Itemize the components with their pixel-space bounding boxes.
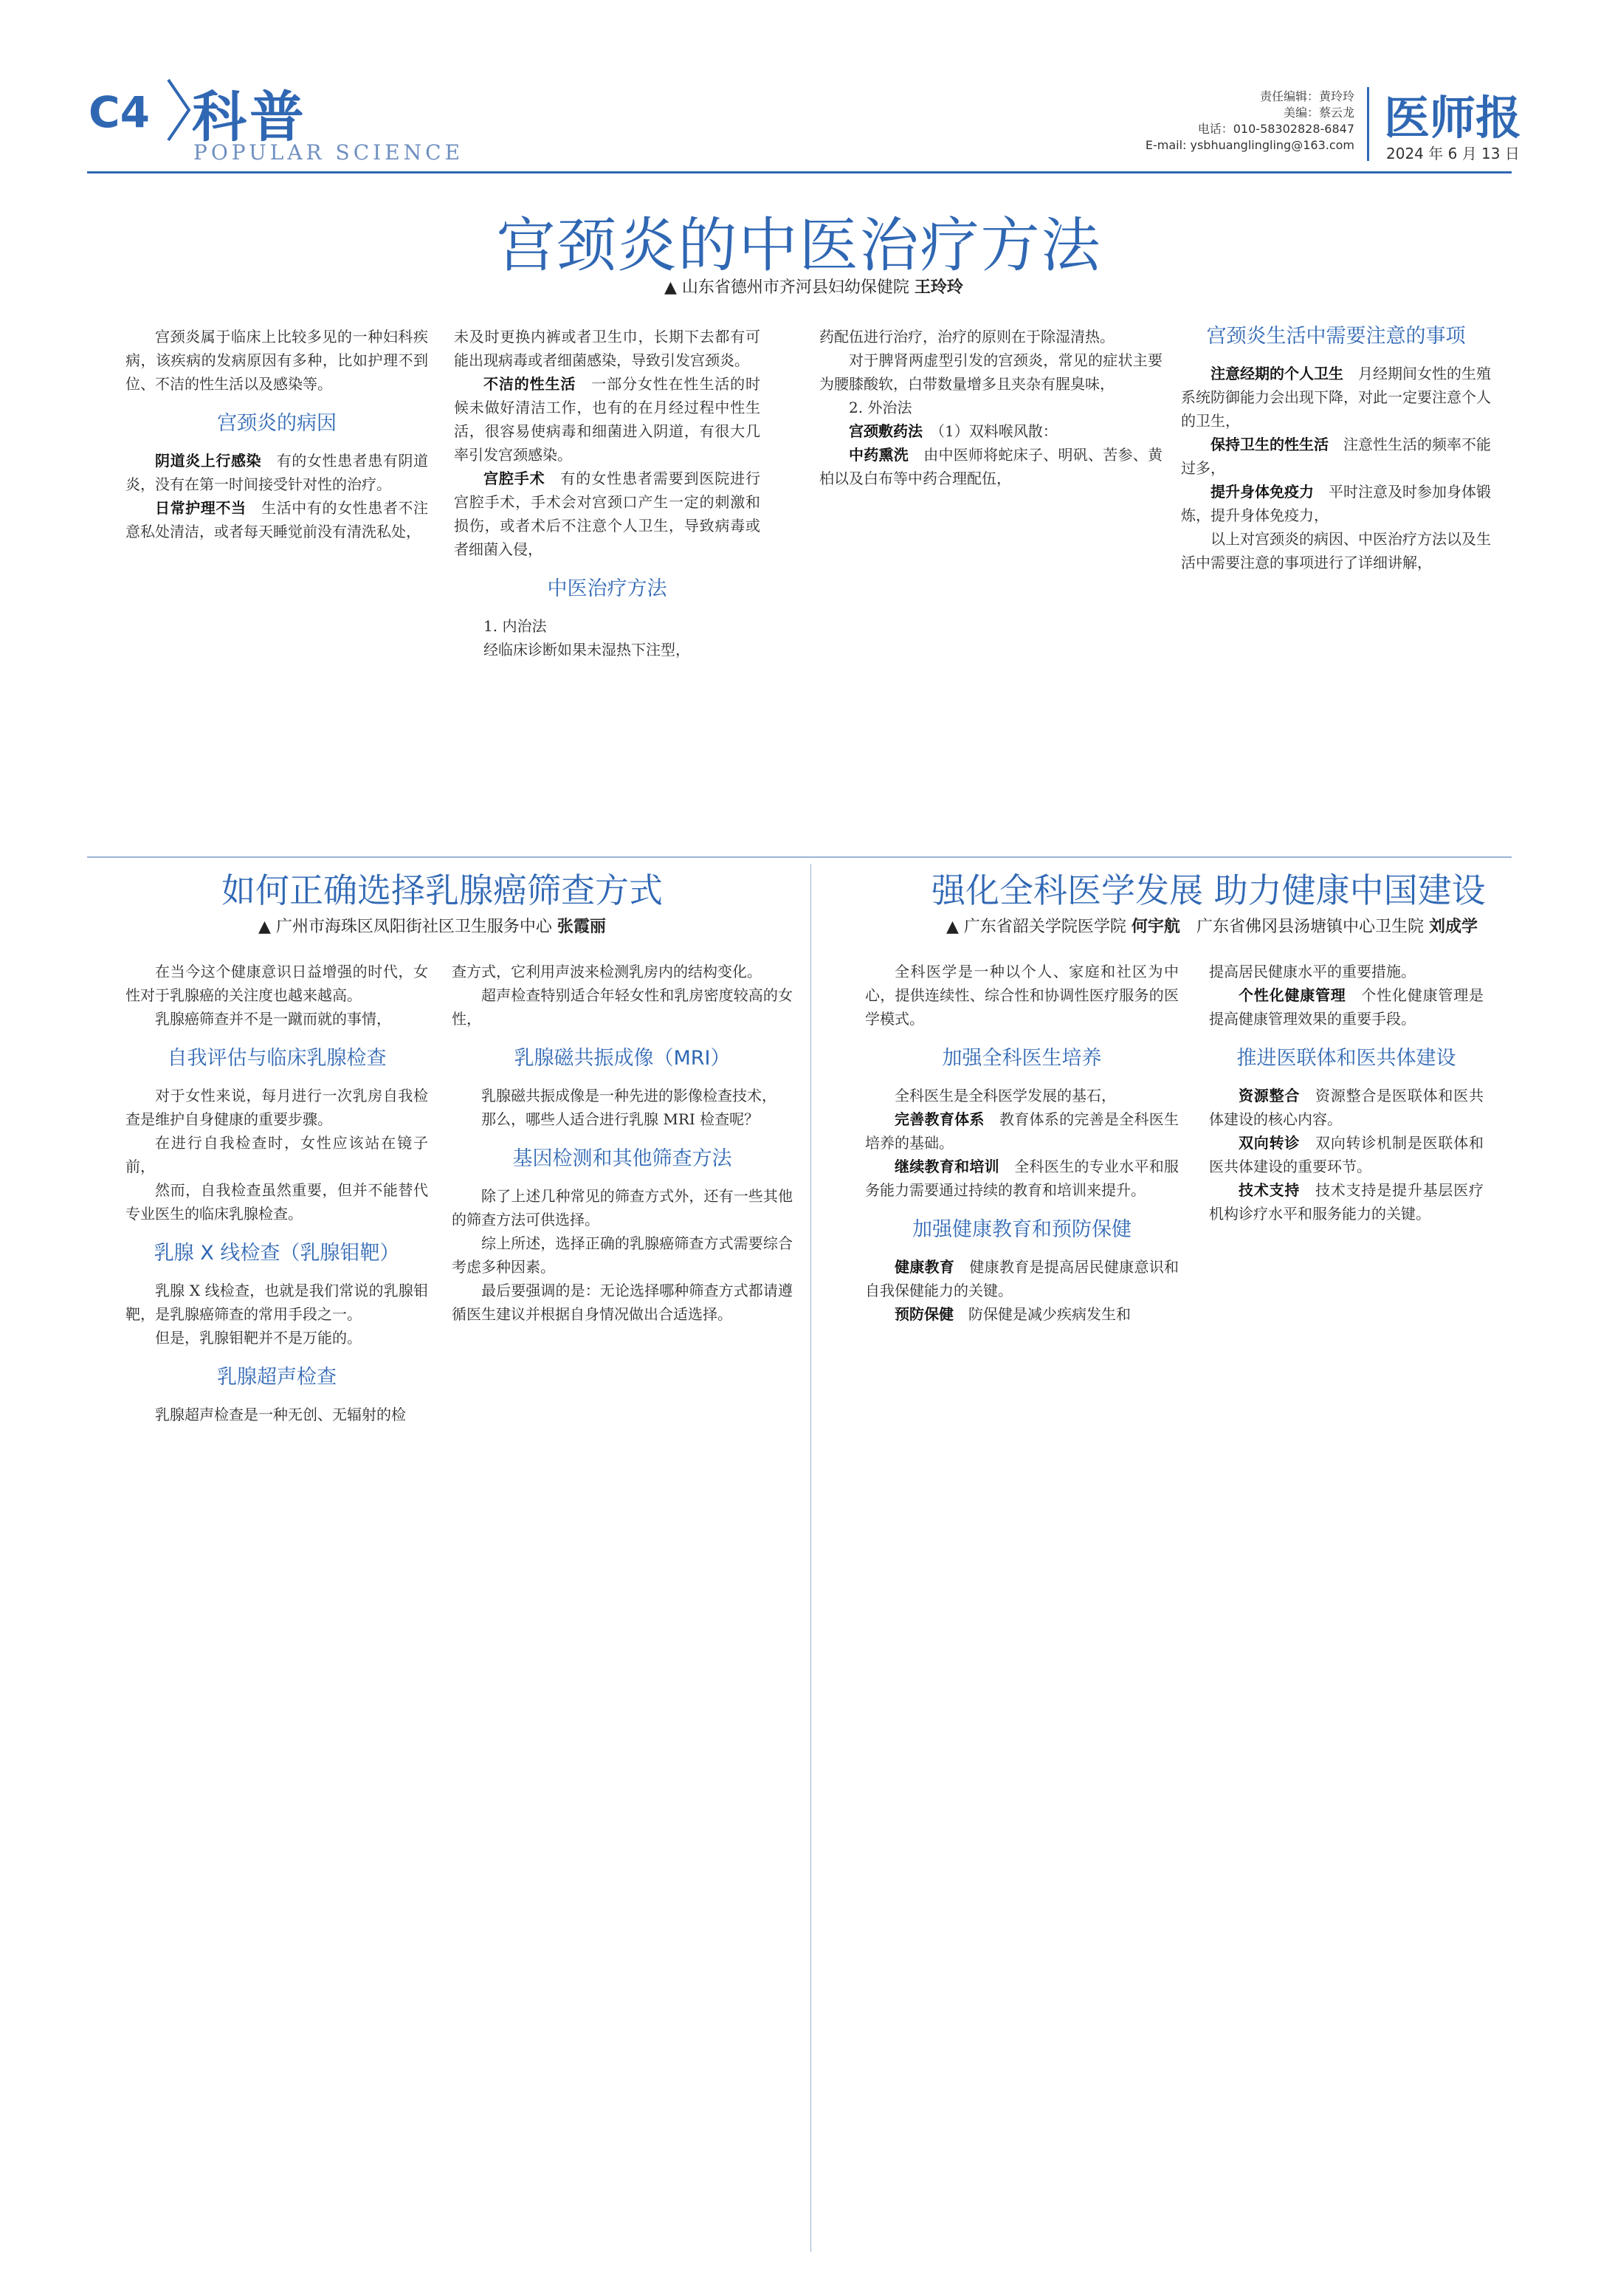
- section-subtitle-en: POPULAR SCIENCE: [193, 140, 464, 165]
- article3-heading-health-education: 加强健康教育和预防保健: [912, 1218, 1132, 1241]
- article1-col4: 宫颈炎生活中需要注意的事项 注意经期的个人卫生 月经期间女性的生殖系统防御能力会出现下降，对此一定要注意个人的卫生， 保持卫生的性生活 注意性生活的频率不能过多， 提升身体免疫力 平时注意及时参加身体锻炼，提升身体免疫力， 以上对宫颈炎的病因、中医治疗方法以及生活中需要注意的事项进行了详细讲解，: [1181, 325, 1491, 571]
- article2-heading-mammography: 乳腺 X 线检查（乳腺钼靶）: [154, 1242, 400, 1265]
- section-divider: [87, 856, 1512, 858]
- article2-heading-mri: 乳腺磁共振成像（MRI）: [514, 1047, 731, 1070]
- article2-heading-ultrasound: 乳腺超声检查: [217, 1366, 337, 1389]
- header-rule: [87, 171, 1512, 173]
- article3-byline: ▲ 广东省韶关学院医学院 何宇航 广东省佛冈县汤塘镇中心卫生院 刘成学: [946, 918, 1478, 936]
- article1-col3: 药配伍进行治疗，治疗的原则在于除湿清热。 对于脾肾两虚型引发的宫颈炎，常见的症状主要为腰膝酸软，白带数量增多且夹杂有腥臭味， 2. 外治法 宫颈敷药法 （1）双料喉风散： 中药熏洗 由中医师将蛇床子、明矾、苦参、黄柏以及白布等中药合理配伍，: [819, 328, 1163, 487]
- article3-heading-medical-alliance: 推进医联体和医共体建设: [1236, 1047, 1456, 1070]
- article2-col1: 在当今这个健康意识日益增强的时代，女性对于乳腺癌的关注度也越来越高。 乳腺癌筛查并不是一蹴而就的事情， 自我评估与临床乳腺检查 对于女性来说，每月进行一次乳房自我检查是维护自身健康的重要步骤。 在进行自我检查时，女性应该站在镜子前， 然而，自我检查虽然重要，但并不能替代专业医生的临床乳腺检查。 乳腺 X 线检查（乳腺钼靶） 乳腺 X 线检查，也就是我们常说的乳腺钼靶，是乳腺癌筛查的常用手段之一。 但是，乳腺钼靶并不是万能的。 乳腺超声检查 乳腺超声检查是一种无创、无辐射的检: [125, 963, 428, 1423]
- newspaper-logo: 医师报: [1384, 91, 1522, 145]
- article3-title: 强化全科医学发展 助力健康中国建设: [931, 870, 1486, 910]
- page-number: C4: [89, 87, 150, 137]
- column-divider: [810, 864, 811, 2252]
- article1-byline: ▲ 山东省德州市齐河县妇幼保健院 王玲玲: [664, 278, 963, 297]
- section-title: 科普: [192, 86, 307, 149]
- article2-byline: ▲ 广州市海珠区凤阳街社区卫生服务中心 张霞丽: [258, 918, 606, 936]
- article3-col1: 全科医学是一种以个人、家庭和社区为中心，提供连续性、综合性和协调性医疗服务的医学模式。 加强全科医生培养 全科医生是全科医学发展的基石， 完善教育体系 教育体系的完善是全科医生培养的基础。 继续教育和培训 全科医生的专业水平和服务能力需要通过持续的教育和培训来提升。 加强健康教育和预防保健 健康教育 健康教育是提高居民健康意识和自我保健能力的关键。 预防保健 防保健是减少疾病发生和: [865, 963, 1179, 1323]
- article2-heading-self-exam: 自我评估与临床乳腺检查: [167, 1047, 387, 1070]
- article1-heading-life: 宫颈炎生活中需要注意的事项: [1206, 325, 1466, 348]
- article1-heading-cause: 宫颈炎的病因: [217, 412, 337, 435]
- article3-col2: 提高居民健康水平的重要措施。 个性化健康管理 个性化健康管理是提高健康管理效果的重要手段。 推进医联体和医共体建设 资源整合 资源整合是医联体和医共体建设的核心内容。 双向转诊 双向转诊机制是医联体和医共体建设的重要环节。 技术支持 技术支持是提升基层医疗机构诊疗水平和服务能力的关键。: [1209, 963, 1484, 1223]
- issue-date: 2024 年 6 月 13 日: [1386, 145, 1520, 162]
- article2-title: 如何正确选择乳腺癌筛查方式: [221, 870, 663, 910]
- article1-heading-tcm: 中医治疗方法: [547, 577, 667, 600]
- article2-heading-genetic: 基因检测和其他筛查方法: [512, 1147, 732, 1170]
- chevron-right-icon: [164, 77, 193, 143]
- article2-col2: 查方式，它利用声波来检测乳房内的结构变化。 超声检查特别适合年轻女性和乳房密度较高的女性， 乳腺磁共振成像（MRI） 乳腺磁共振成像是一种先进的影像检查技术， 那么，哪些人适合进行乳腺 MRI 检查呢？ 基因检测和其他筛查方法 除了上述几种常见的筛查方式外，还有一些其他的筛查方法可供选择。 综上所述，选择正确的乳腺癌筛查方式需要综合考虑多种因素。 最后要强调的是：无论选择哪种筛查方式都请遵循医生建议并根据自身情况做出合适选择。: [452, 963, 793, 1323]
- article1-col1: 宫颈炎属于临床上比较多见的一种妇科疾病，该疾病的发病原因有多种，比如护理不到位、不洁的性生活以及感染等。 宫颈炎的病因 阴道炎上行感染 有的女性患者患有阴道炎，没有在第一时间接受针对性的治疗。 日常护理不当 生活中有的女性患者不注意私处清洁，或者每天睡觉前没有清洗私处，: [125, 328, 429, 540]
- article1-col2: 未及时更换内裤或者卫生巾，长期下去都有可能出现病毒或者细菌感染，导致引发宫颈炎。 不洁的性生活 一部分女性在性生活的时候未做好清洁工作，也有的在月经过程中性生活，很容易使病毒和细菌进入阴道，有很大几率引发宫颈感染。 宫腔手术 有的女性患者需要到医院进行宫腔手术，手术会对宫颈口产生一定的刺激和损伤，或者术后不注意个人卫生，导致病毒或者细菌入侵， 中医治疗方法 1. 内治法 经临床诊断如果未湿热下注型，: [454, 328, 761, 659]
- editor-info: 责任编辑：黄玲玲 美编：蔡云龙 电话：010-58302828-6847 E-mail: ysbhuanglingling@163.com: [1145, 89, 1354, 152]
- article1-title: 宫颈炎的中医治疗方法: [496, 211, 1102, 280]
- header-divider: [1367, 87, 1369, 161]
- article3-heading-training: 加强全科医生培养: [942, 1047, 1102, 1070]
